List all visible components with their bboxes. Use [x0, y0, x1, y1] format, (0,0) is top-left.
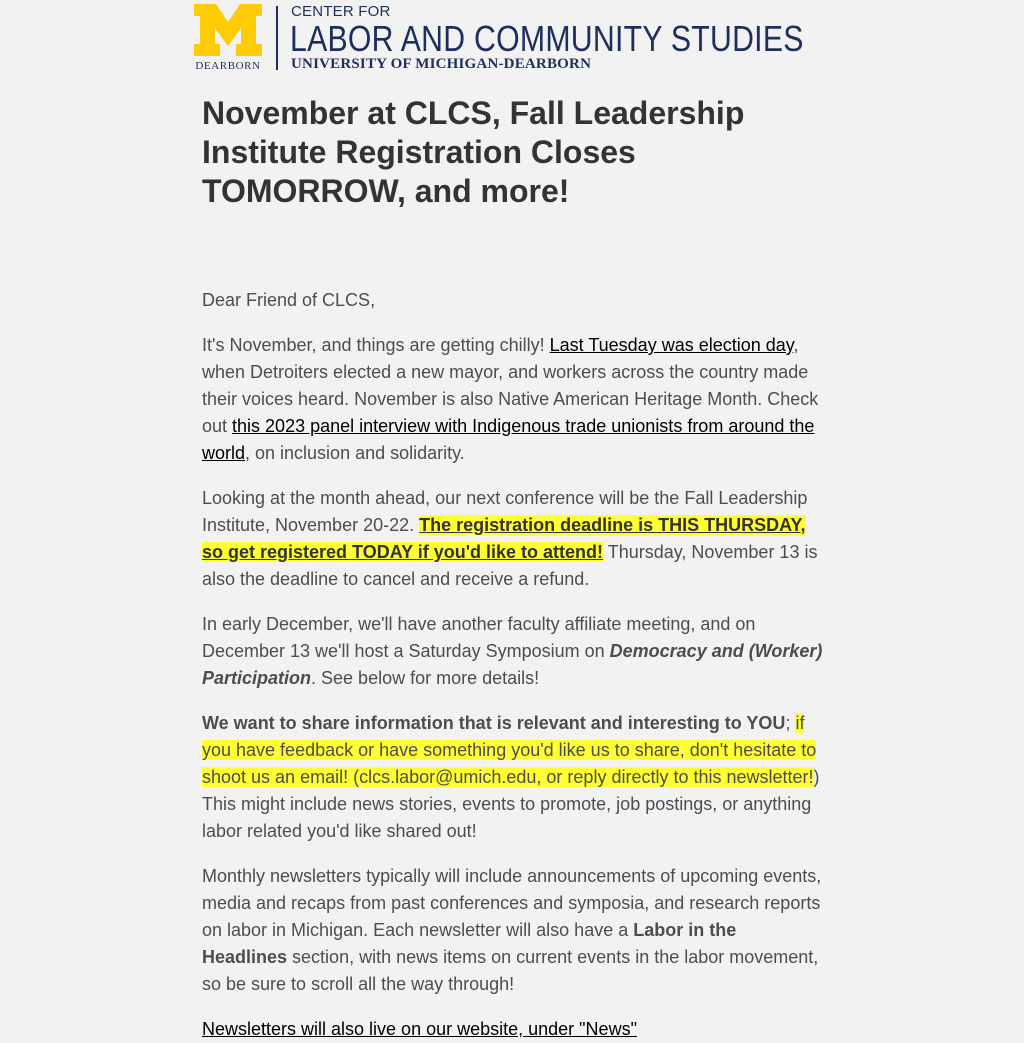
highlighted-text: if you have feedback or have something you'd like us to share, don't hesitate to shoot us an email! (clcs.labor@umich.edu, or reply directly to this newsletter!: [202, 713, 817, 787]
text: ) This might include news stories, events to promote, job postings, or anything labor related you'd like shared out!: [202, 767, 820, 841]
bold-text: Labor in the Headlines: [202, 920, 737, 967]
paragraph-fall-institute: [202, 485, 824, 593]
block-m-logo-icon: [192, 4, 264, 56]
paragraph-website: [202, 1016, 824, 1043]
logo-center-for: CENTER FOR: [291, 3, 391, 20]
text: Looking at the month ahead, our next conference will be the Fall Leadership Institute, November 20-22.: [202, 488, 808, 535]
text: It's November, and things are getting chilly!: [202, 335, 550, 355]
newsletter-title: November at CLCS, Fall Leadership Institute Registration Closes TOMORROW, and more!: [202, 95, 745, 209]
text: section, with news items on current events in the labor movement, so be sure to scroll all the way through!: [202, 947, 819, 994]
bold-text: We want to share information that is relevant and interesting to YOU: [202, 713, 786, 733]
website-news-link[interactable]: Newsletters will also live on our website, under "News": [202, 1019, 637, 1039]
election-day-link[interactable]: Last Tuesday was election day: [549, 335, 794, 355]
text: ;: [785, 713, 796, 733]
greeting: Dear Friend of CLCS,: [202, 290, 376, 310]
text: In early December, we'll have another faculty affiliate meeting, and on December 13 we'll host a Saturday Symposium on: [202, 614, 756, 661]
paragraph-feedback: [202, 710, 824, 845]
registration-link[interactable]: The registration deadline is THIS THURSDAY, so get registered TODAY if you'd like to attend!: [202, 515, 806, 562]
paragraph-intro: [202, 332, 824, 467]
logo-university: UNIVERSITY OF MICHIGAN-DEARBORN: [291, 56, 592, 72]
logo-divider: [276, 6, 278, 70]
text: , when Detroiters elected a new mayor, and workers across the country made their voices heard. November is also Native American Heritage Month. Check out: [202, 335, 819, 436]
text: , on inclusion and solidarity.: [245, 443, 465, 463]
logo-org-name: LABOR AND COMMUNITY STUDIES: [290, 18, 804, 59]
paragraph-december: [202, 611, 824, 692]
text: Monthly newsletters typically will include announcements of upcoming events, media and recaps from past conferences and symposia, and research reports on labor in Michigan. Each newsletter will also have a: [202, 866, 822, 940]
paragraph-monthly: [202, 863, 824, 998]
text: . See below for more details!: [311, 668, 540, 688]
logo-dearborn-label: DEARBORN: [195, 60, 261, 72]
symposium-title: Democracy and (Worker) Participation: [202, 641, 823, 688]
newsletter-body: [202, 94, 824, 1043]
text: Thursday, November 13 is also the deadline to cancel and receive a refund.: [202, 542, 818, 589]
clcs-logo[interactable]: [192, 4, 836, 72]
panel-interview-link[interactable]: this 2023 panel interview with Indigenous trade unionists from around the world: [202, 416, 815, 463]
